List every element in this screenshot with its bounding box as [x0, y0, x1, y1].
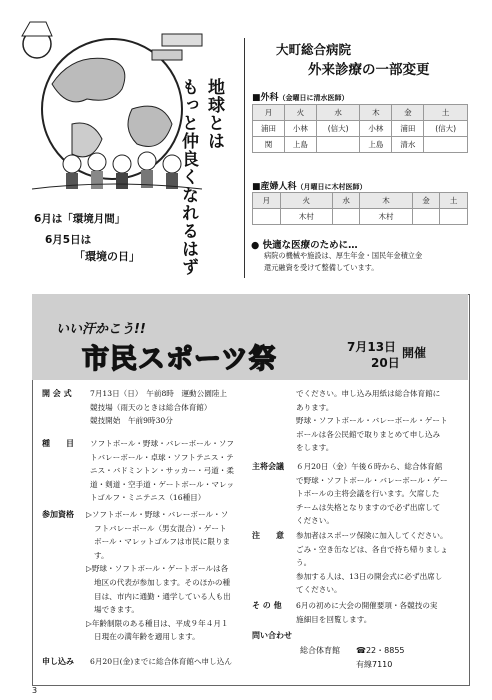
table-cell: 月	[253, 193, 281, 209]
qualification-text	[86, 508, 231, 644]
festival-date-1: 7月13日	[347, 340, 397, 354]
table-row	[253, 137, 468, 153]
hospital-name: 大町総合病院	[276, 42, 352, 57]
environment-day-prefix: 6月5日は	[45, 234, 92, 246]
table-cell: 金	[392, 105, 424, 121]
text-line: ニス・バドミントン・サッカー・弓道・柔	[90, 466, 234, 476]
text-line: トゴルフ・ミニテニス（16種目）	[90, 493, 206, 503]
text-line: で野球・ソフトボール・バレーボール・ゲー	[296, 475, 448, 485]
text-line: ▷ソフトボール・野球・バレーボール・ソ	[86, 510, 229, 519]
text-line: ▷年齢制限のある種目は、平成９年４月１	[86, 618, 229, 628]
text-line: ください。	[296, 516, 334, 526]
text-line: ボール・マレットゴルフは市民に限りま	[94, 537, 231, 547]
environment-day: 「環境の日」	[74, 250, 140, 263]
table-cell	[440, 209, 468, 225]
table-row	[253, 209, 468, 225]
surgery-label: ■外科	[252, 93, 279, 103]
apply-text: 6月20日(金)までに総合体育館へ申し込ん	[90, 657, 232, 666]
captain-meeting-label: 主将会議	[252, 462, 284, 471]
table-cell	[424, 137, 468, 153]
text-line: 参加者はスポーツ保険に加入してください。	[296, 531, 448, 540]
other-text	[296, 599, 438, 626]
table-cell: 浦田	[253, 121, 285, 137]
obgyn-schedule-table	[252, 192, 468, 225]
surgery-schedule-table	[252, 104, 468, 153]
text-line: ボールは各公民館で取りまとめて申し込み	[296, 429, 441, 439]
text-line: あります。	[296, 402, 334, 412]
surgery-section-label	[252, 90, 349, 103]
text-line: す。	[94, 550, 109, 560]
festival-catchphrase: いい汗かこう!!	[56, 322, 146, 337]
comfort-line: 病院の機械や施設は、厚生年金・国民年金積立金	[264, 251, 423, 260]
table-cell: 上島	[284, 137, 316, 153]
festival-held: 開催	[402, 346, 427, 360]
text-line: ▷野球・ソフトボール・ゲートボールは各	[86, 564, 229, 574]
table-header-row	[253, 193, 468, 209]
text-line: てください。	[296, 585, 342, 595]
obgyn-label: ■産婦人科	[252, 182, 297, 192]
text-line: をします。	[296, 443, 334, 453]
opening-text	[90, 387, 227, 428]
slogan-line-2: もっと仲良くなれるはず	[178, 78, 198, 276]
table-cell: 小林	[284, 121, 316, 137]
text-line: 場できます。	[94, 605, 139, 615]
notice-title: 外来診療の一部変更	[308, 62, 430, 78]
text-line: 道・剣道・空手道・ゲートボール・マレッ	[90, 479, 235, 489]
text-line: ６月20日（金）午後６時から、総合体育館	[296, 462, 443, 471]
apply-label: 申し込み	[42, 657, 74, 666]
text-line: トボールの主将会議を行います。欠席した	[296, 489, 440, 499]
festival-date-2: 20日	[371, 356, 400, 370]
text-line: 競技場（雨天のときは総合体育館）	[90, 402, 212, 412]
text-line: 野球・ソフトボール・バレーボール・ゲート	[296, 416, 448, 426]
obgyn-note: （月曜日に木村医師）	[296, 183, 367, 191]
table-header-row	[253, 105, 468, 121]
obgyn-section-label	[252, 179, 367, 192]
table-cell: 土	[440, 193, 468, 209]
table-cell: 清水	[392, 137, 424, 153]
text-line: 日現在の満年齢を適用します。	[94, 632, 200, 642]
table-cell: 関	[253, 137, 285, 153]
table-cell: 金	[412, 193, 440, 209]
text-line: 6月の初めに大会の開催要項・各競技の実	[296, 601, 438, 610]
table-cell: 浦田	[392, 121, 424, 137]
slogan-line-1: 地球とは	[204, 78, 224, 150]
table-cell: 小林	[360, 121, 392, 137]
table-cell: 木村	[360, 209, 412, 225]
comfort-title: ● 快適な医療のために…	[251, 240, 358, 251]
other-label: そ の 他	[252, 601, 282, 610]
table-cell	[253, 209, 281, 225]
caution-label: 注 意	[252, 531, 284, 540]
contact-label: 問い合わせ	[252, 631, 292, 640]
text-line: フトバレーボール（男女混合）・ゲート	[94, 523, 227, 533]
text-line: 地区の代表が参加します。そのほかの種	[94, 577, 231, 587]
table-cell	[332, 209, 360, 225]
table-row	[253, 121, 468, 137]
surgery-note: （金曜日に清水医師）	[278, 94, 349, 102]
text-line: ごみ・空き缶などは、各自で持ち帰りましょ	[296, 544, 448, 554]
contact-place: 総合体育館	[300, 646, 340, 655]
table-cell	[412, 209, 440, 225]
contact-phone: ☎22・8855	[356, 646, 405, 655]
caution-text	[296, 529, 448, 597]
comfort-body	[264, 250, 469, 274]
text-line: 競技開始 午前9時30分	[90, 416, 173, 426]
text-line: チームは失格となりますので必ず出席して	[296, 502, 441, 512]
table-cell: 月	[253, 105, 285, 121]
festival-title: 市民スポーツ祭	[82, 344, 277, 375]
text-line: トバレーボール・卓球・ソフトテニス・テ	[90, 452, 234, 462]
table-cell: (信大)	[424, 121, 468, 137]
table-cell: 上島	[360, 137, 392, 153]
column-divider	[244, 38, 245, 278]
table-cell: 木村	[280, 209, 332, 225]
events-label: 種 目	[42, 439, 74, 448]
text-line: ソフトボール・野球・バレーボール・ソフ	[90, 439, 234, 448]
table-cell: (信大)	[316, 121, 360, 137]
table-cell: 水	[316, 105, 360, 121]
table-cell: 土	[424, 105, 468, 121]
apply-continued	[296, 387, 448, 455]
table-cell: 火	[280, 193, 332, 209]
text-line: 7月13日（日） 午前8時 運動公園陸上	[90, 389, 228, 398]
qualification-label: 参加資格	[42, 510, 74, 519]
table-cell: 木	[360, 105, 392, 121]
events-text	[90, 437, 234, 505]
text-line: 施細目を回覧します。	[296, 614, 372, 624]
text-line: 目は、市内に通勤・通学している人も出	[94, 591, 231, 601]
page-number: 3	[32, 686, 38, 695]
table-cell: 木	[360, 193, 412, 209]
captain-meeting-text	[296, 460, 448, 528]
table-cell: 水	[332, 193, 360, 209]
opening-label: 開 会 式	[42, 389, 72, 398]
text-line: う。	[296, 558, 312, 568]
table-cell	[316, 137, 360, 153]
text-line: 参加する人は、13日の開会式に必ず出席し	[296, 571, 443, 581]
table-cell: 火	[284, 105, 316, 121]
environment-month: 6月は「環境月間」	[34, 213, 126, 225]
text-line: でください。申し込み用紙は総合体育館に	[296, 389, 441, 398]
contact-fax: 有線7110	[356, 660, 393, 669]
comfort-line: 還元融資を受けて整備しています。	[264, 263, 379, 272]
